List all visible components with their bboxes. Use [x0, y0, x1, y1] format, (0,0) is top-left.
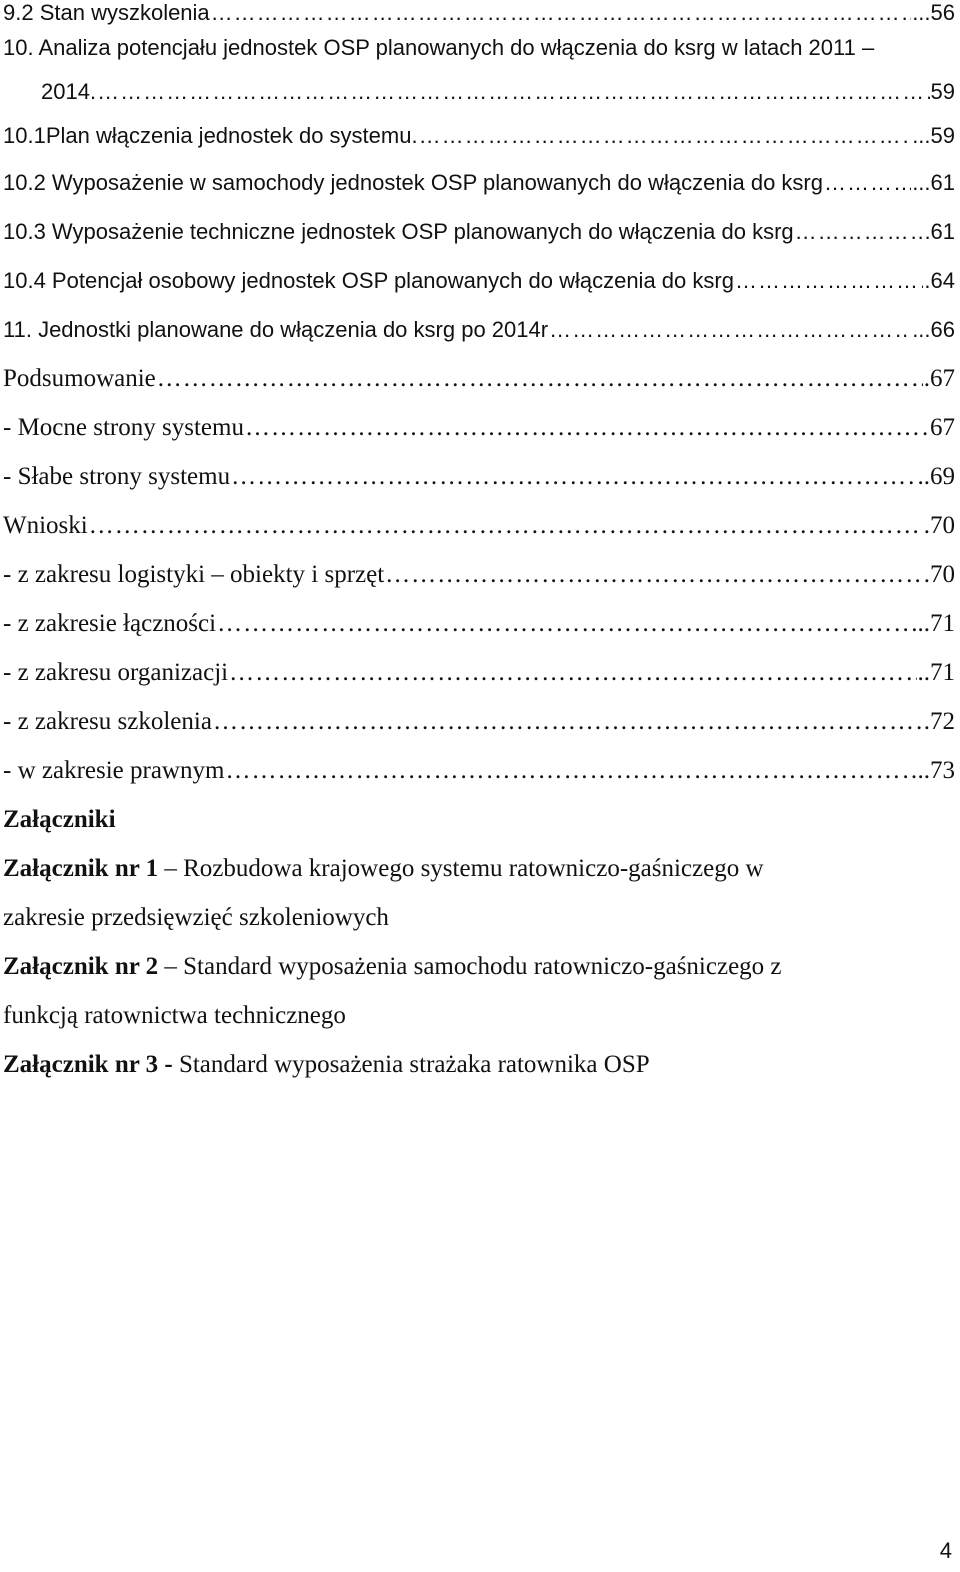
toc-entry-label: - Słabe strony systemu: [3, 463, 231, 490]
attachment-prefix: Załącznik nr 3 -: [3, 1051, 173, 1078]
toc-entry-page: ..69: [917, 463, 955, 490]
toc-entry[interactable]: [3, 599, 955, 648]
toc-leader-dots: [245, 403, 929, 452]
toc-entry[interactable]: [3, 0, 955, 26]
toc-entry-label: 10.4 Potencjał osobowy jednostek OSP planowanych do włączenia do ksrg: [3, 268, 734, 293]
toc-entry[interactable]: [3, 305, 955, 354]
toc-entry-page: .70: [923, 512, 955, 539]
toc-entry-page: 59: [930, 79, 955, 104]
toc-entry[interactable]: [3, 501, 955, 550]
toc-leader-dots: [795, 207, 930, 256]
toc-entry-label: 10.2 Wyposażenie w samochody jednostek OSP planowanych do włączenia do ksrg: [3, 170, 823, 195]
toc-entry-page: ...61: [912, 170, 955, 195]
toc-leader-dots: [213, 697, 923, 746]
attachment-text-continued: funkcją ratownictwa technicznego: [3, 1002, 346, 1029]
toc-entry-page: ...56: [912, 0, 955, 25]
toc-entry[interactable]: [3, 256, 955, 305]
attachment-item: [3, 844, 955, 942]
toc-entry[interactable]: [3, 26, 955, 70]
toc-leader-dots: [231, 452, 916, 501]
toc-leader-dots: [225, 746, 916, 795]
toc-entry-label: - w zakresie prawnym: [3, 757, 225, 784]
toc-entry-page: .64: [924, 268, 955, 293]
toc-entry-page: ...71: [911, 610, 955, 637]
toc-entry-page: ..71: [917, 659, 955, 686]
attachment-text: – Rozbudowa krajowego systemu ratowniczo-gaśniczego w: [158, 855, 764, 882]
attachment-text-continued: zakresie przedsięwzięć szkoleniowych: [3, 904, 389, 931]
toc-entry-label: 11. Jednostki planowane do włączenia do ksrg po 2014r: [3, 317, 549, 342]
toc-entry[interactable]: [3, 550, 955, 599]
toc-leader-dots: [217, 599, 910, 648]
toc-entry-label: - Mocne strony systemu: [3, 414, 244, 441]
attachment-item: [3, 1040, 955, 1089]
toc-entry-page: 61: [930, 219, 955, 244]
toc-entry-label: Podsumowanie: [3, 365, 156, 392]
toc-entry[interactable]: [3, 70, 955, 114]
toc-entry[interactable]: [3, 114, 955, 158]
toc-entry[interactable]: [3, 697, 955, 746]
toc-entry-label: - z zakresu szkolenia: [3, 708, 212, 735]
toc-entry-label: - z zakresu logistyki – obiekty i sprzęt: [3, 561, 385, 588]
toc-leader-dots: [157, 354, 923, 403]
toc-entry[interactable]: [3, 452, 955, 501]
toc-entry-page: ...59: [912, 123, 955, 148]
toc-entry[interactable]: [3, 207, 955, 256]
toc-entry-label: 2014.: [41, 79, 97, 104]
table-of-contents: [3, 0, 955, 1089]
attachment-text: Standard wyposażenia strażaka ratownika OSP: [172, 1051, 650, 1078]
toc-entry-page: .72: [923, 708, 955, 735]
toc-leader-dots: [824, 158, 911, 207]
toc-entry-page: 67: [930, 414, 955, 441]
toc-entry-page: .67: [923, 365, 955, 392]
toc-entry[interactable]: [3, 403, 955, 452]
attachments-heading: Załączniki: [3, 806, 116, 833]
toc-entry-label: 10.3 Wyposażenie techniczne jednostek OSP planowanych do włączenia do ksrg: [3, 219, 794, 244]
attachment-prefix: Załącznik nr 2: [3, 953, 159, 980]
attachment-prefix: Załącznik nr 1: [3, 855, 159, 882]
toc-entry-label: - z zakresu organizacji: [3, 659, 229, 686]
page-number: 4: [939, 1538, 952, 1563]
toc-entry-page: .70: [923, 561, 955, 588]
toc-entry-label: 10. Analiza potencjału jednostek OSP planowanych do włączenia do ksrg w latach 2011 –: [3, 35, 875, 60]
toc-entry-page: ..73: [917, 757, 955, 784]
attachment-text: – Standard wyposażenia samochodu ratowniczo-gaśniczego z: [158, 953, 782, 980]
toc-entry[interactable]: [3, 648, 955, 697]
toc-entry[interactable]: [3, 158, 955, 207]
toc-leader-dots: [735, 256, 923, 305]
toc-entry[interactable]: [3, 354, 955, 403]
toc-entry[interactable]: [3, 746, 955, 795]
toc-leader-dots: [89, 501, 923, 550]
toc-leader-dots: [211, 0, 912, 26]
toc-leader-dots: [97, 70, 929, 114]
toc-leader-dots: [419, 114, 912, 158]
toc-entry-label: - z zakresie łączności: [3, 610, 217, 637]
toc-leader-dots: [385, 550, 923, 599]
toc-leader-dots: [229, 648, 916, 697]
toc-entry-label: 10.1Plan włączenia jednostek do systemu.: [3, 123, 418, 148]
toc-leader-dots: [549, 305, 911, 354]
toc-entry-page: ...66: [912, 317, 955, 342]
attachment-item: [3, 942, 955, 1040]
toc-entry-label: Wnioski: [3, 512, 88, 539]
toc-entry-label: 9.2 Stan wyszkolenia: [3, 0, 210, 25]
